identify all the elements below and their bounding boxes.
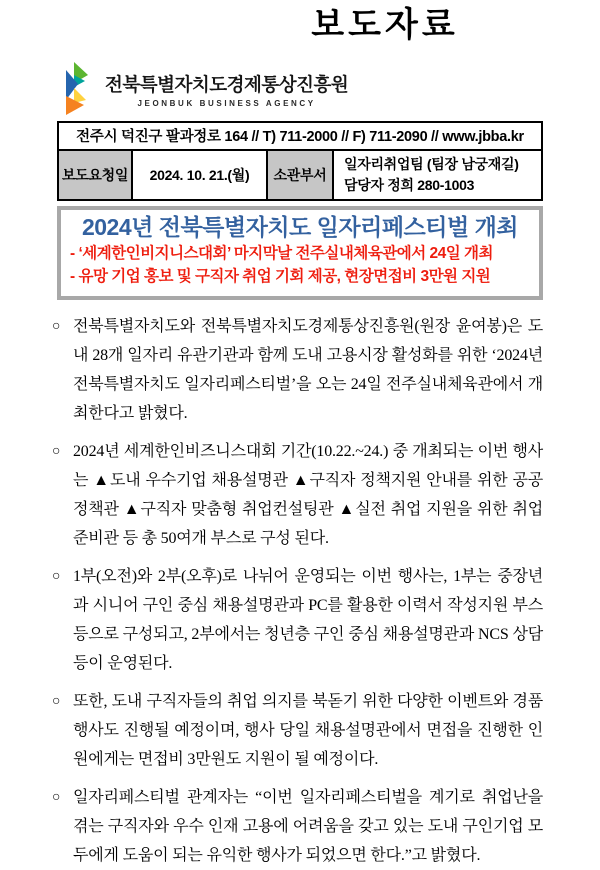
paragraph-text: 일자리페스티벌 관계자는 “이번 일자리페스티벌을 계기로 취업난을 겪는 구직자와 우수 인재 고용에 어려움을 갖고 있는 도내 구인기업 모두에게 도움이 되는 유익한 행사가 되었으면 한다.”고 밝혔다.: [73, 788, 543, 864]
org-logo-icon: [58, 61, 96, 117]
page-title: 보도자료: [311, 6, 459, 44]
org-logo: [58, 60, 600, 118]
headline-title: 2024년 전북특별자치도 일자리페스티벌 개최: [81, 214, 519, 241]
paragraph-text: 전북특별자치도와 전북특별자치도경제통상진흥원(원장 윤여봉)은 도내 28개 일자리 유관기관과 함께 도내 고용시장 활성화를 위한 ‘2024년 전북특별자치도 일자리페스티벌’을 오는 24일 전주실내체육관에서 개최한다고 밝혔다.: [73, 317, 543, 422]
headline-subtitle-2: - 유망 기업 홍보 및 구직자 취업 기회 제공, 현장면접비 3만원 지원: [70, 267, 491, 285]
request-date-value: 2024. 10. 21.(월): [133, 151, 268, 199]
paragraph-text: 1부(오전)와 2부(오후)로 나뉘어 운영되는 이번 행사는, 1부는 중장년과 시니어 구인 중심 채용설명관과 PC를 활용한 이력서 작성지원 부스 등으로 구성되고, 2부에서는 청년층 구인 중심 채용설명관과 NCS 상담 등이 운영된다.: [73, 567, 543, 672]
press-release-body: [52, 312, 543, 870]
paragraph-text: 또한, 도내 구직자들의 취업 의지를 북돋기 위한 다양한 이벤트와 경품행사도 진행될 예정이며, 행사 당일 채용설명관에서 면접을 진행한 인원에게는 면접비 3만원도 지원이 될 예정이다.: [73, 692, 543, 768]
paragraph: [52, 312, 543, 428]
department-label: 소관부서: [268, 151, 334, 199]
contact-bar: 전주시 덕진구 팔과정로 164 // T) 711-2000 // F) 711-2090 // www.jbba.kr: [57, 121, 543, 151]
department-value: [334, 151, 541, 199]
headline-box: [57, 206, 543, 300]
org-name: 전북특별자치도경제통상진흥원: [105, 73, 349, 95]
request-date-label: 보도요청일: [59, 151, 133, 199]
bullet-circle: ○: [52, 568, 61, 584]
headline-subtitle-1: - ‘세계한인비지니스대회’ 마지막날 전주실내체육관에서 24일 개최: [70, 244, 493, 262]
paragraph-text: 2024년 세계한인비즈니스대회 기간(10.22.~24.) 중 개최되는 이번 행사는 ▲도내 우수기업 채용설명관 ▲구직자 정책지원 안내를 위한 공공정책관 ▲구직자 맞춤형 취업컨설팅관 ▲실전 취업 지원을 위한 취업준비관 등 총 50여개 부스로 구성 된다.: [73, 442, 543, 547]
info-table: [57, 149, 543, 201]
department-team: 일자리취업팀 (팀장 남궁재길): [344, 156, 519, 173]
org-name-en: JEONBUK BUSINESS AGENCY: [137, 98, 316, 108]
bullet-circle: ○: [52, 693, 61, 709]
org-logo-text: [105, 71, 348, 108]
department-contact: 담당자 정희 280-1003: [344, 177, 475, 194]
paragraph: [52, 437, 543, 553]
bullet-circle: ○: [52, 318, 61, 334]
paragraph: [52, 783, 543, 870]
paragraph: [52, 562, 543, 678]
bullet-circle: ○: [52, 789, 61, 805]
bullet-circle: ○: [52, 443, 61, 459]
paragraph: [52, 687, 543, 774]
